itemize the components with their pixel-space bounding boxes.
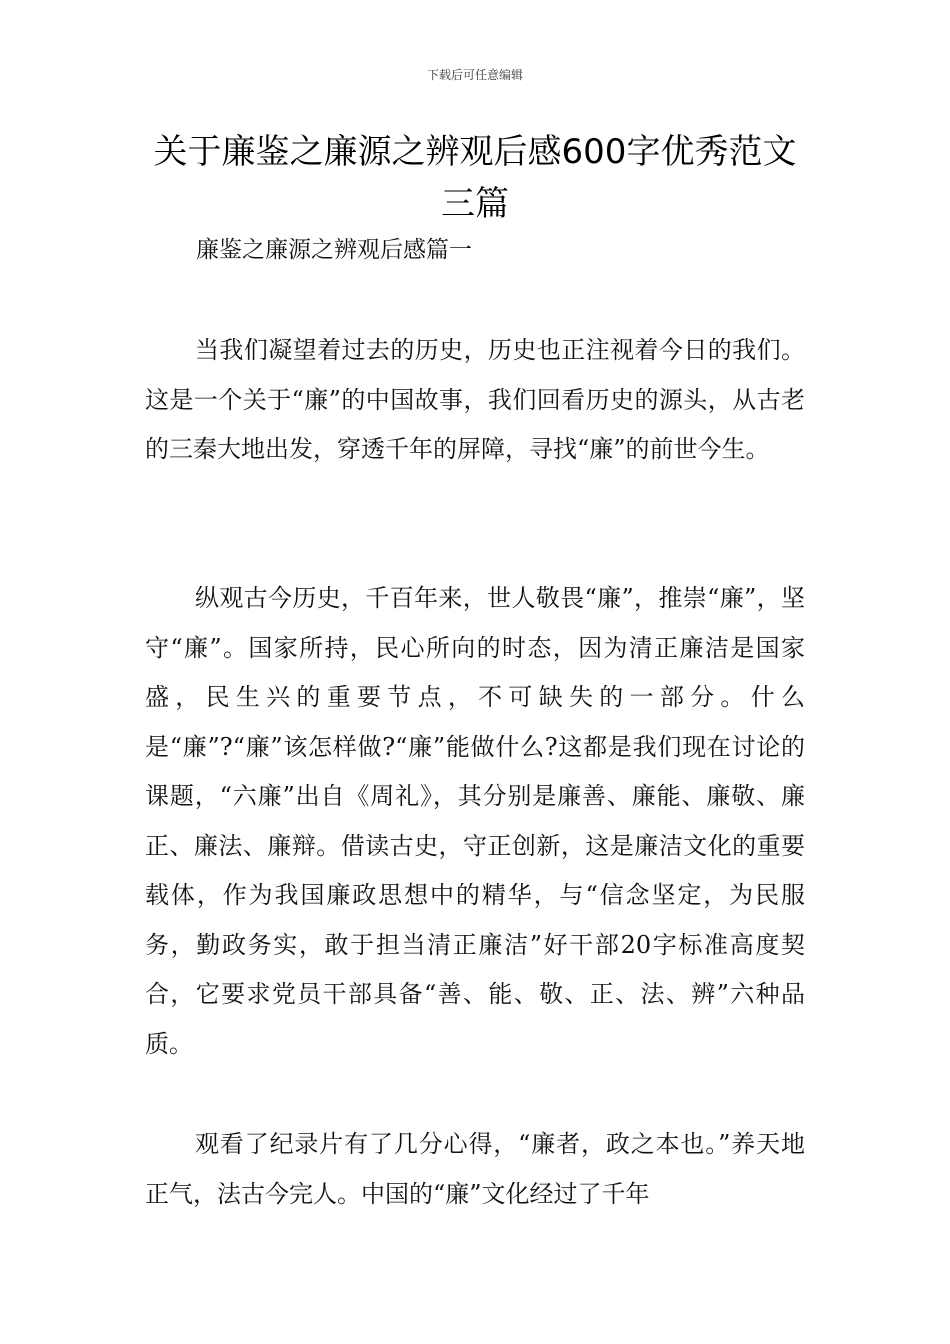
paragraph: 观看了纪录片有了几分心得，“廉者，政之本也。”养天地正气，法古今完人。中国的“廉”文化经过了千年 (145, 1130, 805, 1208)
paragraph-block-2 (145, 574, 805, 1069)
paragraph-block-1 (145, 326, 805, 475)
paragraph: 纵观古今历史，千百年来，世人敬畏“廉”，推崇“廉”，坚守“廉”。国家所持，民心所向的时态，因为清正廉洁是国家盛，民生兴的重要节点，不可缺失的一部分。什么是“廉”?“廉”该怎样做?“廉”能做什么?这都是我们现在讨论的课题，“六廉”出自《周礼》，其分别是廉善、廉能、廉敬、廉正、廉法、廉辩。借读古史，守正创新，这是廉洁文化的重要载体，作为我国廉政思想中的精华，与“信念坚定，为民服务，勤政务实，敢于担当清正廉洁”好干部20字标准高度契合，它要求党员干部具备“善、能、敬、正、法、辨”六种品质。 (145, 584, 805, 1058)
section-heading: 廉鉴之廉源之辨观后感篇一 (196, 237, 472, 263)
paragraph-block-3 (145, 1120, 805, 1219)
header-note: 下载后可任意编辑 (426, 68, 523, 82)
document-title: 关于廉鉴之廉源之辨观后感600字优秀范文三篇 (153, 132, 797, 224)
paragraph: 当我们凝望着过去的历史，历史也正注视着今日的我们。这是一个关于“廉”的中国故事，我们回看历史的源头，从古老的三秦大地出发，穿透千年的屏障，寻找“廉”的前世今生。 (145, 336, 805, 463)
